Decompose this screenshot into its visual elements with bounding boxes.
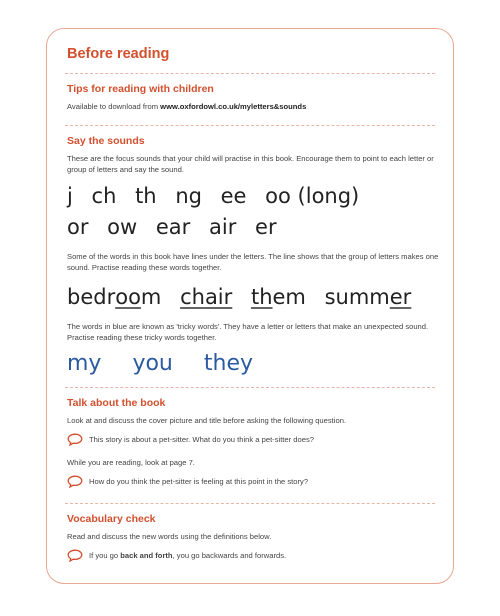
- sounds-intro: These are the focus sounds that your child will practise in this book. Encourage them to point to each letter or group of letters and say the sound.: [67, 154, 434, 174]
- def-prefix: If you go: [89, 551, 121, 560]
- divider: [65, 503, 435, 504]
- word-part: em: [272, 285, 306, 309]
- practice-words: [67, 285, 423, 309]
- talk-intro: Look at and discuss the cover picture and title before asking the following question.: [67, 416, 347, 425]
- talk-mid: While you are reading, look at page 7.: [67, 458, 195, 467]
- tips-heading: Tips for reading with children: [67, 83, 214, 95]
- sound-item: j: [67, 184, 73, 208]
- sound-item: th: [135, 184, 157, 208]
- speech-bubble-icon: [67, 433, 83, 446]
- word-part: summ: [324, 285, 390, 309]
- page-title: Before reading: [67, 46, 170, 62]
- word-part-underlined: oo: [115, 285, 141, 309]
- sound-item: ear: [155, 215, 191, 239]
- definition-text: [89, 551, 286, 560]
- word-part-underlined: th: [250, 285, 273, 309]
- practice-word-them: [251, 285, 306, 309]
- sound-item: or: [67, 215, 89, 239]
- divider: [65, 73, 435, 74]
- sound-item: air: [209, 215, 237, 239]
- sound-item: ow: [107, 215, 138, 239]
- sound-item: er: [255, 215, 277, 239]
- vocab-intro: Read and discuss the new words using the definitions below.: [67, 532, 272, 541]
- vocab-heading: Vocabulary check: [67, 513, 156, 525]
- word-part: m: [140, 285, 162, 309]
- question-2: [67, 475, 308, 488]
- question-text: This story is about a pet-sitter. What do you think a pet-sitter does?: [89, 435, 314, 444]
- before-reading-card: [46, 28, 454, 584]
- sounds-heading: Say the sounds: [67, 135, 145, 147]
- words-intro: Some of the words in this book have lines under the letters. The line shows that the group of letters makes one sound. Practise reading these words together.: [67, 252, 439, 272]
- word-part-underlined: air: [204, 285, 233, 309]
- tricky-intro: The words in blue are known as 'tricky words'. They have a letter or letters that make an unexpected sound. Practise reading these tricky words together.: [67, 322, 429, 342]
- tricky-word: they: [203, 351, 254, 376]
- divider: [65, 125, 435, 126]
- word-part-underlined: er: [389, 285, 412, 309]
- tricky-word: you: [132, 351, 173, 376]
- sound-item: oo (long): [265, 184, 360, 208]
- speech-bubble-icon: [67, 549, 83, 562]
- sounds-row-1: [67, 184, 371, 208]
- sound-item: ng: [175, 184, 202, 208]
- word-part-underlined: ch: [180, 285, 205, 309]
- tips-prefix: Available to download from: [67, 102, 161, 111]
- tips-link[interactable]: www.oxfordowl.co.uk/myletters&sounds: [160, 102, 307, 111]
- def-term: back and forth: [120, 551, 173, 560]
- practice-word-summer: [325, 285, 412, 309]
- question-1: [67, 433, 314, 446]
- practice-word-bedroom: [67, 285, 161, 309]
- definition: [67, 549, 286, 562]
- tricky-word: my: [67, 351, 102, 376]
- tips-text: [67, 101, 439, 112]
- talk-heading: Talk about the book: [67, 397, 166, 409]
- sound-item: ch: [91, 184, 117, 208]
- practice-word-chair: [180, 285, 232, 309]
- sound-item: ee: [220, 184, 247, 208]
- divider: [65, 387, 435, 388]
- def-suffix: , you go backwards and forwards.: [172, 551, 287, 560]
- speech-bubble-icon: [67, 475, 83, 488]
- word-part: bedr: [67, 285, 116, 309]
- sounds-row-2: [67, 215, 289, 239]
- tricky-words: [67, 351, 277, 376]
- question-text: How do you think the pet-sitter is feeling at this point in the story?: [89, 477, 309, 486]
